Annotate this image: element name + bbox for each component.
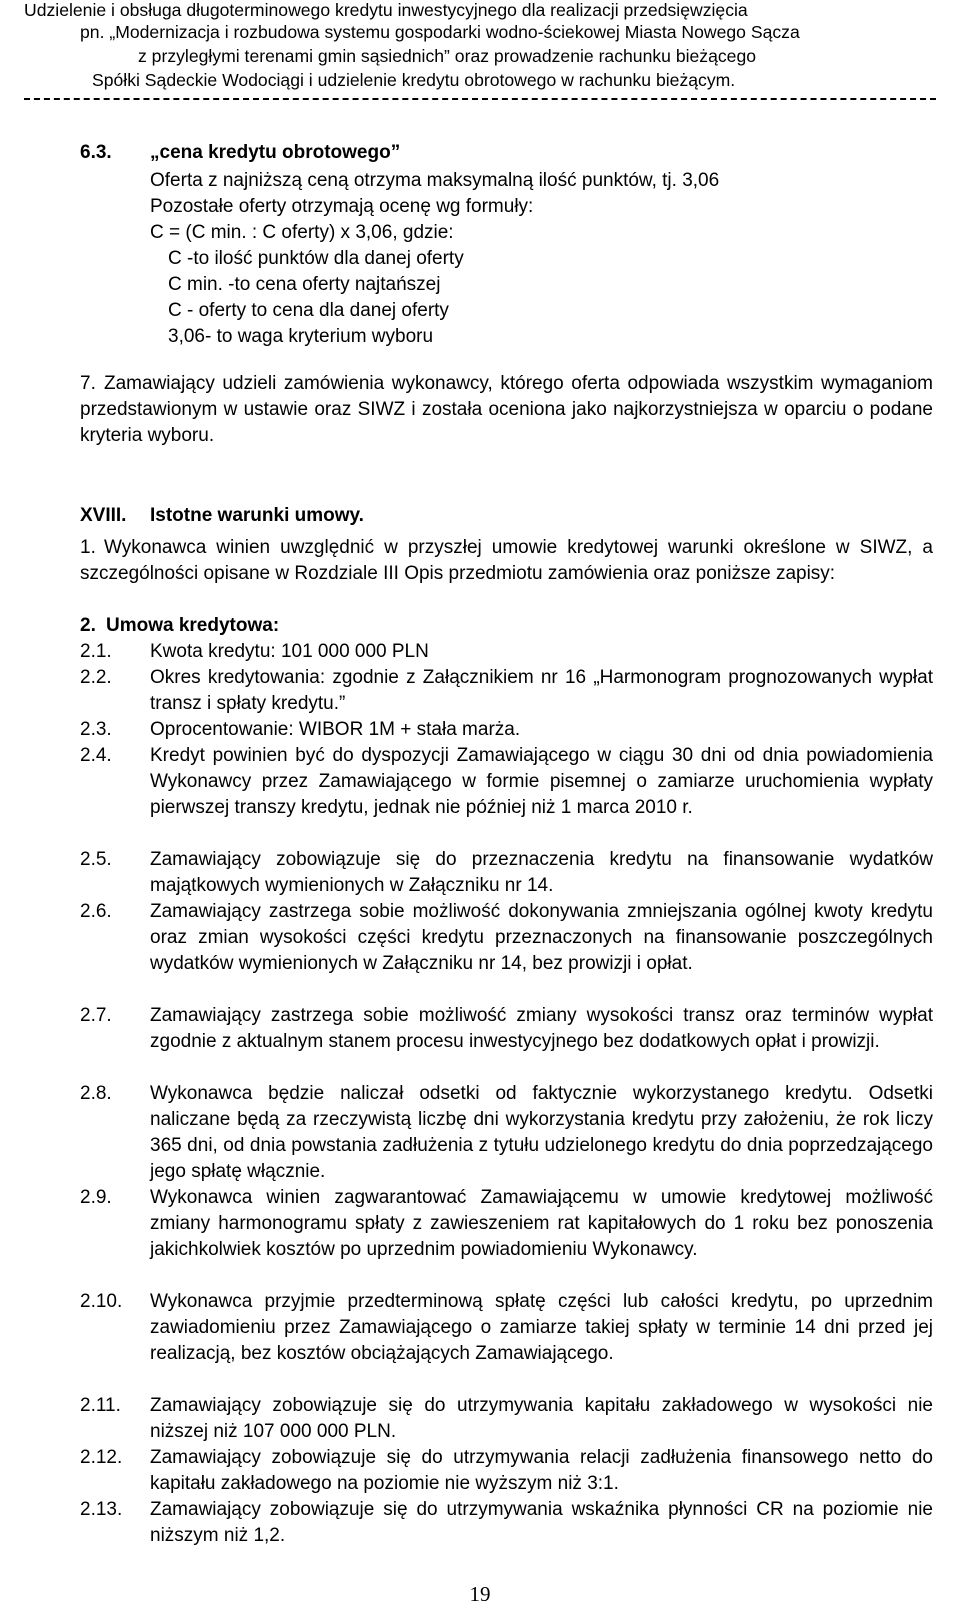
header-divider: [24, 98, 936, 100]
item-text: Wykonawca winien zagwarantować Zamawiającemu w umowie kredytowej możliwość zmiany harmonogramu spłaty z zawieszeniem rat kapitałowych do 1 roku bez ponoszenia jakichkolwiek kosztów po uprzednim powiadomieniu Wykonawcy.: [150, 1187, 933, 1260]
formula-legend-line: C min. -to cena oferty najtańszej: [168, 274, 441, 295]
section-title: „cena kredytu obrotowego”: [150, 142, 401, 163]
item-text: Kredyt powinien być do dyspozycji Zamawiającego w ciągu 30 dni od dnia powiadomienia Wykonawcy przez Zamawiającego w formie pisemnej o zamiarze uruchomienia wypłaty pierwszej transzy kredytu, jednak nie później niż 1 marca 2010 r.: [150, 745, 933, 818]
point-text: Wykonawca winien uwzględnić w przyszłej umowie kredytowej warunki określone w SIWZ, a szczególności opisane w Rozdziale III Opis przedmiotu zamówienia oraz poniższe zapisy:: [80, 537, 933, 584]
page-number: 19: [469, 1582, 491, 1606]
formula-legend-line: 3,06- to waga kryterium wyboru: [168, 326, 434, 347]
item-number: 2.6.: [80, 901, 112, 922]
item-number: 2.10.: [80, 1291, 123, 1312]
header-line-1: Udzielenie i obsługa długoterminowego kredytu inwestycyjnego dla realizacji przedsięwzięcia: [24, 0, 748, 20]
section-number: 6.3.: [80, 142, 112, 163]
item-text: Wykonawca przyjmie przedterminową spłatę części lub całości kredytu, po uprzednim zawiadomieniu przez Zamawiającego o zamiarze takiej spłaty w terminie 14 dni przed jej realizacją, bez kosztów obciążających Zamawiającego.: [150, 1291, 933, 1364]
item-text: Okres kredytowania: zgodnie z Załącznikiem nr 16 „Harmonogram prognozowanych wypłat transz i spłaty kredytu.”: [150, 667, 933, 714]
item-text: Zamawiający zobowiązuje się do utrzymywania kapitału zakładowego w wysokości nie niższej niż 107 000 000 PLN.: [150, 1395, 933, 1442]
item-number: 2.3.: [80, 719, 112, 740]
point-text: Zamawiający udzieli zamówienia wykonawcy, którego oferta odpowiada wszystkim wymaganiom przedstawionym w ustawie oraz SIWZ i została oceniona jako najkorzystniejsza w oparciu o podane kryteria wyboru.: [80, 373, 933, 446]
header-line-4: Spółki Sądeckie Wodociągi i udzielenie kredytu obrotowego w rachunku bieżącym.: [92, 70, 736, 90]
item-text: Zamawiający zobowiązuje się do utrzymywania relacji zadłużenia finansowego netto do kapitału zakładowego na poziomie nie wyższym niż 3:1.: [150, 1447, 933, 1494]
header-line-2: pn. „Modernizacja i rozbudowa systemu gospodarki wodno-ściekowej Miasta Nowego Sącza: [80, 22, 800, 42]
item-text: Zamawiający zastrzega sobie możliwość zmiany wysokości transz oraz terminów wypłat zgodnie z aktualnym stanem procesu inwestycyjnego bez dodatkowych opłat i prowizji.: [150, 1005, 933, 1052]
header-line-3: z przyległymi terenami gmin sąsiednich” oraz prowadzenie rachunku bieżącego: [138, 46, 757, 66]
item-number: 2.13.: [80, 1499, 123, 1520]
item-number: 2.8.: [80, 1083, 112, 1104]
item-number: 2.7.: [80, 1005, 112, 1026]
formula-legend-line: C -to ilość punktów dla danej oferty: [168, 248, 464, 269]
item-text: Kwota kredytu: 101 000 000 PLN: [150, 641, 429, 662]
chapter-number: XVIII.: [80, 505, 127, 526]
point-number: 7.: [80, 373, 96, 394]
item-text: Zamawiający zastrzega sobie możliwość dokonywania zmniejszania ogólnej kwoty kredytu oraz zmian wysokości części kredytu przeznaczonych na finansowanie poszczególnych wydatków wymienionych w Załączniku nr 14, bez prowizji i opłat.: [150, 901, 933, 974]
item-number: 2.9.: [80, 1187, 112, 1208]
criterion-line: Oferta z najniższą ceną otrzyma maksymalną ilość punktów, tj. 3,06: [150, 170, 720, 191]
chapter-title: Istotne warunki umowy.: [150, 505, 364, 526]
point-number: 2.: [80, 615, 96, 636]
formula-legend-line: C - oferty to cena dla danej oferty: [168, 300, 449, 321]
item-text: Oprocentowanie: WIBOR 1M + stała marża.: [150, 719, 521, 740]
item-number: 2.11.: [80, 1395, 121, 1416]
item-text: Zamawiający zobowiązuje się do utrzymywania wskaźnika płynności CR na poziomie nie niższym niż 1,2.: [150, 1499, 933, 1546]
formula-line: C = (C min. : C oferty) x 3,06, gdzie:: [150, 222, 454, 243]
point-number: 1.: [80, 537, 96, 558]
item-number: 2.4.: [80, 745, 112, 766]
item-number: 2.2.: [80, 667, 112, 688]
item-number: 2.5.: [80, 849, 112, 870]
item-text: Wykonawca będzie naliczał odsetki od faktycznie wykorzystanego kredytu. Odsetki naliczane będą za rzeczywistą liczbę dni wykorzystania kredytu przy założeniu, że rok liczy 365 dni, od dnia powstania zadłużenia z tytułu udzielonego kredytu do dnia poprzedzającego jego spłatę włącznie.: [150, 1083, 933, 1182]
item-number: 2.1.: [80, 641, 112, 662]
page-header: [0, 0, 960, 112]
point-title: Umowa kredytowa:: [106, 615, 280, 636]
item-number: 2.12.: [80, 1447, 123, 1468]
criterion-line: Pozostałe oferty otrzymają ocenę wg formuły:: [150, 196, 534, 217]
item-text: Zamawiający zobowiązuje się do przeznaczenia kredytu na finansowanie wydatków majątkowych wymienionych w Załączniku nr 14.: [150, 849, 933, 896]
